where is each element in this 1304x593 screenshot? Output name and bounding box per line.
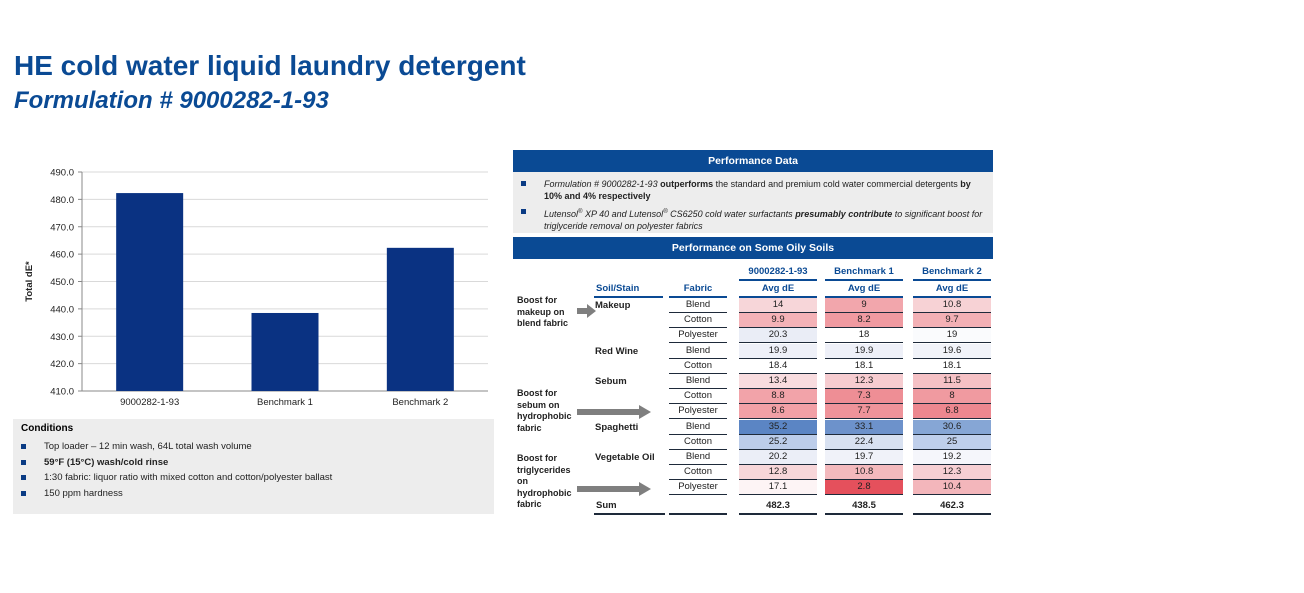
value-cell: 12.8 bbox=[739, 465, 817, 480]
bar bbox=[387, 248, 454, 391]
arrow-right-icon bbox=[577, 482, 652, 496]
value-cell: 10.4 bbox=[913, 480, 991, 495]
boost-note-makeup: Boost for makeup on blend fabric bbox=[517, 295, 569, 328]
sum-fabric-blank bbox=[669, 499, 727, 515]
registered-mark: ® bbox=[578, 209, 583, 215]
x-tick-label: Benchmark 2 bbox=[392, 397, 449, 408]
sum-benchmark-2: 462.3 bbox=[913, 499, 991, 515]
page-title: HE cold water liquid laundry detergent bbox=[14, 50, 526, 81]
value-cell: 2.8 bbox=[825, 480, 903, 495]
value-cell: 19 bbox=[913, 328, 991, 343]
value-cell: 7.3 bbox=[825, 389, 903, 404]
fabric-cell: Polyester bbox=[669, 328, 727, 343]
condition-item: Top loader – 12 min wash, 64L total wash volume bbox=[21, 441, 332, 457]
value-cell: 18 bbox=[825, 328, 903, 343]
sum-formulation: 482.3 bbox=[739, 499, 817, 515]
y-tick-label: 430.0 bbox=[50, 331, 74, 343]
y-axis-label: Total dE* bbox=[24, 261, 35, 302]
surfactant-text: CS6250 cold water surfactants bbox=[667, 209, 796, 219]
performance-bullet-2 bbox=[544, 206, 989, 232]
value-cell: 9.9 bbox=[739, 313, 817, 328]
value-cell: 18.1 bbox=[913, 359, 991, 374]
y-tick-label: 410.0 bbox=[50, 386, 74, 398]
fabric-cell: Polyester bbox=[669, 480, 727, 495]
y-tick-label: 440.0 bbox=[50, 304, 74, 316]
sum-benchmark-1: 438.5 bbox=[825, 499, 903, 515]
condition-item: 59°F (15°C) wash/cold rinse bbox=[21, 457, 332, 473]
soil-label: Makeup bbox=[595, 300, 631, 311]
value-cell: 10.8 bbox=[825, 465, 903, 480]
fabric-cell: Blend bbox=[669, 344, 727, 359]
value-cell: 8.2 bbox=[825, 313, 903, 328]
bullet-icon bbox=[521, 209, 526, 214]
value-cell: 35.2 bbox=[739, 420, 817, 435]
fabric-cell: Blend bbox=[669, 420, 727, 435]
formulation-name: Formulation # 9000282-1-93 bbox=[544, 179, 658, 189]
soil-label: Sebum bbox=[595, 376, 627, 387]
sum-label: Sum bbox=[594, 499, 665, 515]
column-header-benchmark-1: Benchmark 1 bbox=[825, 266, 903, 281]
arrow-right-icon bbox=[577, 405, 652, 419]
conditions-list bbox=[21, 441, 332, 503]
value-cell: 30.6 bbox=[913, 420, 991, 435]
page-subtitle: Formulation # 9000282-1-93 bbox=[14, 87, 329, 114]
oily-soils-table bbox=[513, 259, 993, 515]
column-header-benchmark-2: Benchmark 2 bbox=[913, 266, 991, 281]
y-tick-label: 470.0 bbox=[50, 222, 74, 234]
y-tick-label: 480.0 bbox=[50, 194, 74, 206]
boost-note-triglycerides: Boost for triglycerides on hydrophobic fabric bbox=[517, 453, 572, 509]
registered-mark: ® bbox=[663, 209, 668, 215]
value-cell: 18.1 bbox=[825, 359, 903, 374]
bullet-1-percent: by 10% and 4% respectively bbox=[544, 179, 971, 201]
subheader-avg-de: Avg dE bbox=[913, 282, 991, 298]
fabric-cell: Cotton bbox=[669, 359, 727, 374]
value-cell: 19.9 bbox=[825, 344, 903, 359]
fabric-cell: Cotton bbox=[669, 313, 727, 328]
value-cell: 19.2 bbox=[913, 450, 991, 465]
value-cell: 25.2 bbox=[739, 435, 817, 450]
performance-panel bbox=[513, 172, 993, 233]
y-tick-label: 460.0 bbox=[50, 249, 74, 261]
value-cell: 14 bbox=[739, 298, 817, 313]
fabric-cell: Blend bbox=[669, 374, 727, 389]
condition-item: 1:30 fabric: liquor ratio with mixed cotton and cotton/polyester ballast bbox=[21, 472, 332, 488]
value-cell: 12.3 bbox=[825, 374, 903, 389]
value-cell: 8 bbox=[913, 389, 991, 404]
value-cell: 13.4 bbox=[739, 374, 817, 389]
value-cell: 12.3 bbox=[913, 465, 991, 480]
performance-bullet-1 bbox=[544, 178, 989, 202]
performance-header: Performance Data bbox=[513, 150, 993, 172]
bullet-1-text: the standard and premium cold water commercial detergents bbox=[715, 179, 958, 189]
fabric-cell: Blend bbox=[669, 450, 727, 465]
conditions-panel bbox=[13, 419, 494, 514]
value-cell: 18.4 bbox=[739, 359, 817, 374]
value-cell: 33.1 bbox=[825, 420, 903, 435]
fabric-cell: Cotton bbox=[669, 389, 727, 404]
soil-label: Vegetable Oil bbox=[595, 452, 655, 463]
arrow-right-icon bbox=[577, 304, 597, 318]
bullet-icon bbox=[521, 181, 526, 186]
subheader-avg-de: Avg dE bbox=[739, 282, 817, 298]
value-cell: 8.8 bbox=[739, 389, 817, 404]
bar bbox=[252, 313, 319, 391]
x-tick-label: 9000282-1-93 bbox=[120, 397, 180, 408]
presumably-text: presumably contribute bbox=[795, 209, 893, 219]
value-cell: 22.4 bbox=[825, 435, 903, 450]
bar bbox=[116, 193, 183, 391]
value-cell: 9.7 bbox=[913, 313, 991, 328]
condition-item: 150 ppm hardness bbox=[21, 488, 332, 504]
value-cell: 19.6 bbox=[913, 344, 991, 359]
value-cell: 6.8 bbox=[913, 404, 991, 419]
y-tick-label: 450.0 bbox=[50, 277, 74, 288]
bar-chart bbox=[18, 160, 498, 410]
fabric-cell: Cotton bbox=[669, 435, 727, 450]
value-cell: 25 bbox=[913, 435, 991, 450]
value-cell: 11.5 bbox=[913, 374, 991, 389]
value-cell: 19.9 bbox=[739, 344, 817, 359]
lutensol-text: Lutensol bbox=[544, 209, 579, 219]
background-margin bbox=[996, 0, 1304, 593]
outperforms-text: outperforms bbox=[660, 179, 714, 189]
fabric-cell: Polyester bbox=[669, 404, 727, 419]
subheader-soil: Soil/Stain bbox=[594, 282, 663, 298]
soil-label: Red Wine bbox=[595, 345, 639, 357]
lutensol-xp-text: XP 40 and Lutensol bbox=[582, 209, 664, 219]
value-cell: 17.1 bbox=[739, 480, 817, 495]
value-cell: 7.7 bbox=[825, 404, 903, 419]
fabric-cell: Cotton bbox=[669, 465, 727, 480]
fabric-cell: Blend bbox=[669, 298, 727, 313]
value-cell: 20.3 bbox=[739, 328, 817, 343]
value-cell: 8.6 bbox=[739, 404, 817, 419]
value-cell: 9 bbox=[825, 298, 903, 313]
value-cell: 10.8 bbox=[913, 298, 991, 313]
boost-note-sebum: Boost for sebum on hydrophobic fabric bbox=[517, 388, 572, 433]
bullet-2-text: to significant boost for triglyceride removal on polyester fabrics bbox=[544, 209, 983, 231]
subheader-avg-de: Avg dE bbox=[825, 282, 903, 298]
y-tick-label: 490.0 bbox=[50, 167, 74, 179]
conditions-heading: Conditions bbox=[21, 423, 74, 434]
y-tick-label: 420.0 bbox=[50, 359, 74, 371]
subheader-fabric: Fabric bbox=[669, 282, 727, 298]
column-header-formulation: 9000282-1-93 bbox=[739, 266, 817, 281]
value-cell: 19.7 bbox=[825, 450, 903, 465]
x-tick-label: Benchmark 1 bbox=[257, 397, 313, 408]
oily-soils-header: Performance on Some Oily Soils bbox=[513, 237, 993, 259]
value-cell: 20.2 bbox=[739, 450, 817, 465]
soil-label: Spaghetti bbox=[595, 421, 639, 433]
